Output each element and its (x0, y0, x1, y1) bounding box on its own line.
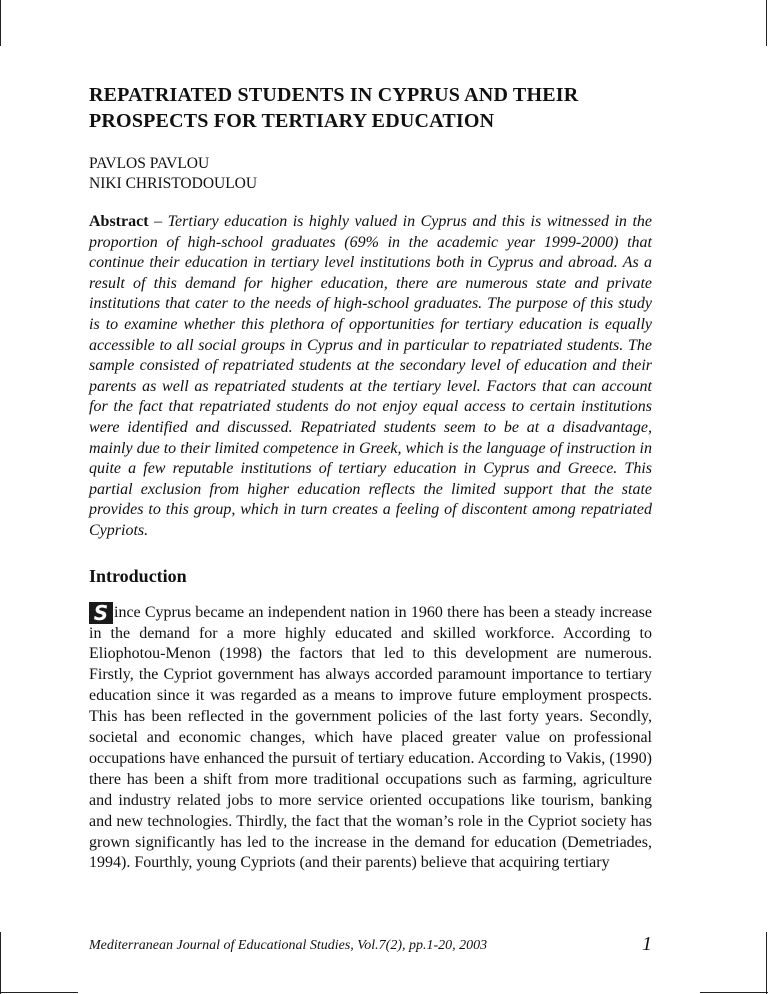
page-number: 1 (642, 933, 652, 955)
crop-mark-bottom-right-vertical (766, 932, 767, 994)
crop-mark-bottom-right-horizontal (700, 992, 768, 993)
section-heading-introduction: Introduction (89, 565, 187, 586)
introduction-paragraph (89, 602, 652, 875)
drop-cap: S (89, 602, 113, 624)
crop-mark-top-left (0, 0, 1, 46)
crop-mark-bottom-left-horizontal (0, 992, 78, 993)
title-line-1: REPATRIATED STUDENTS IN CYPRUS AND THEIR (89, 84, 579, 106)
title-line-2: PROSPECTS FOR TERTIARY EDUCATION (89, 110, 495, 132)
article-page (89, 82, 652, 874)
journal-citation: Mediterranean Journal of Educational Studies, Vol.7(2), pp.1-20, 2003 (89, 938, 488, 953)
author-name: PAVLOS PAVLOU (89, 155, 210, 172)
crop-mark-bottom-left-vertical (0, 932, 1, 994)
introduction-text: ince Cyprus became an independent nation in 1960 there has been a steady increase in the demand for a more highly educated and skilled workforce. According to Eliophotou-Menon (1998) the factors that led to this development are numerous. Firstly, the Cypriot government has always accorded paramount importance to tertiary education since it was regarded as a means to improve future employment prospects. This has been reflected in the government policies of the last forty years. Secondly, societal and economic changes, which have placed greater value on professional occupations have enhanced the pursuit of tertiary education. According to Vakis, (1990) there has been a shift from more traditional occupations such as farming, agriculture and industry related jobs to more service oriented occupations like tourism, banking and new technologies. Thirdly, the fact that the woman’s role in the Cypriot society has grown significantly has led to the increase in the demand for education (Demetriades, 1994). Fourthly, young Cypriots (and their parents) believe that acquiring tertiary (89, 603, 652, 872)
abstract (89, 212, 652, 542)
crop-mark-top-right (766, 0, 767, 46)
abstract-dash: – (148, 213, 168, 230)
author-list (89, 154, 652, 194)
abstract-text: Tertiary education is highly valued in Cyprus and this is witnessed in the proportion of high-school graduates (69% in the academic year 1999-2000) that continue their education in tertiary level institutions both in Cyprus and abroad. As a result of this demand for higher education, there are numerous state and private institutions that cater to the needs of high-school graduates. The purpose of this study is to examine whether this plethora of opportunities for tertiary education is equally accessible to all social groups in Cyprus and in particular to repatriated students. The sample consisted of repatriated students at the secondary level of education and their parents as well as repatriated students at the tertiary level. Factors that can account for the fact that repatriated students do not enjoy equal access to certain institutions were identified and discussed. Repatriated students seem to be at a disadvantage, mainly due to their limited competence in Greek, which is the language of instruction in quite a few reputable institutions of tertiary education in Cyprus and Greece. This partial exclusion from higher education reflects the limited support that the state provides to this group, which in turn creates a feeling of discontent among repatriated Cypriots. (89, 213, 652, 539)
abstract-label: Abstract (89, 213, 149, 230)
article-title (89, 82, 652, 134)
author-name: NIKI CHRISTODOULOU (89, 175, 258, 192)
